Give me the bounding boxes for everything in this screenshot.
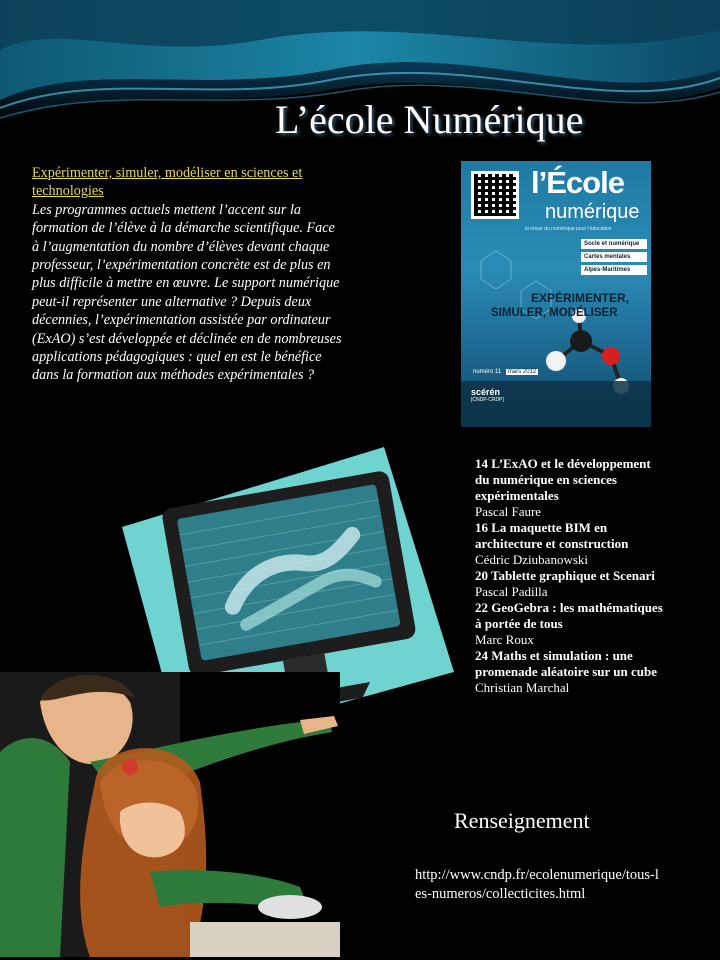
toc-article-title: 20 Tablette graphique et Scenari xyxy=(475,568,655,583)
toc-article-author: Marc Roux xyxy=(475,632,534,647)
cover-tagline: la revue du numérique pour l’éducation xyxy=(525,226,612,232)
cover-topic: Cartes mentales xyxy=(581,252,647,262)
intro-link[interactable]: Expérimenter, simuler, modéliser en sciences et technologies xyxy=(32,165,303,200)
magazine-cover[interactable] xyxy=(461,161,651,427)
cover-brand-line2: numérique xyxy=(545,201,640,223)
children-illustration xyxy=(0,672,340,957)
cover-issue-number: numéro 11 xyxy=(473,369,502,375)
publisher-sub: [CNDP-CRDP] xyxy=(471,397,504,403)
toc-article-author: Pascal Faure xyxy=(475,504,542,519)
page-title: L’école Numérique xyxy=(275,97,584,142)
cover-issue-date: mars 2012 xyxy=(507,369,537,375)
cover-issue xyxy=(473,369,538,375)
cover-headline-2: SIMULER, MODÉLISER xyxy=(491,307,618,319)
intro-body: Les programmes actuels mettent l’accent sur la formation de l’élève à la démarche scientifique. Face à l’augmentation du nombre d’élèves devant chaque professeur, l’expérimentation concrète est de plus en plus difficile à mettre en œuvre. Le support numérique peut-il représenter une alternative ? Depuis deux décennies, l’expérimentation assistée par ordinateur (ExAO) s’est développée et déclinée en de nombreuses applications pédagogiques : quel en est le bénéfice dans la formation aux méthodes expérimentales ? xyxy=(32,201,342,384)
toc-article-title: 16 La maquette BIM en architecture et construction xyxy=(475,520,629,551)
toc-article-author: Cédric Dziubanowski xyxy=(475,552,589,567)
cover-brand-line1: l’École xyxy=(531,165,624,200)
intro-block xyxy=(32,164,342,385)
publisher-name: scérén xyxy=(471,387,501,397)
toc-article-author: Christian Marchal xyxy=(475,680,570,695)
info-heading: Renseignement xyxy=(454,808,590,833)
cover-headline-1: EXPÉRIMENTER, xyxy=(531,291,630,305)
qr-code-icon xyxy=(471,171,519,219)
info-url-link[interactable]: http://www.cndp.fr/ecolenumerique/tous-les-numeros/collecticites.html xyxy=(415,867,659,902)
table-of-contents xyxy=(475,456,665,696)
cover-topic: Alpes-Maritimes xyxy=(581,265,647,275)
toc-article-title: 24 Maths et simulation : une promenade aléatoire sur un cube xyxy=(475,648,658,679)
cover-topic: Socle et numérique xyxy=(581,239,647,249)
toc-article-title: 22 GeoGebra : les mathématiques à portée de tous xyxy=(475,600,663,631)
toc-article-title: 14 L’ExAO et le développement du numérique en sciences expérimentales xyxy=(475,456,651,503)
publisher-logo xyxy=(471,387,513,403)
toc-article-author: Pascal Padilla xyxy=(475,584,548,599)
